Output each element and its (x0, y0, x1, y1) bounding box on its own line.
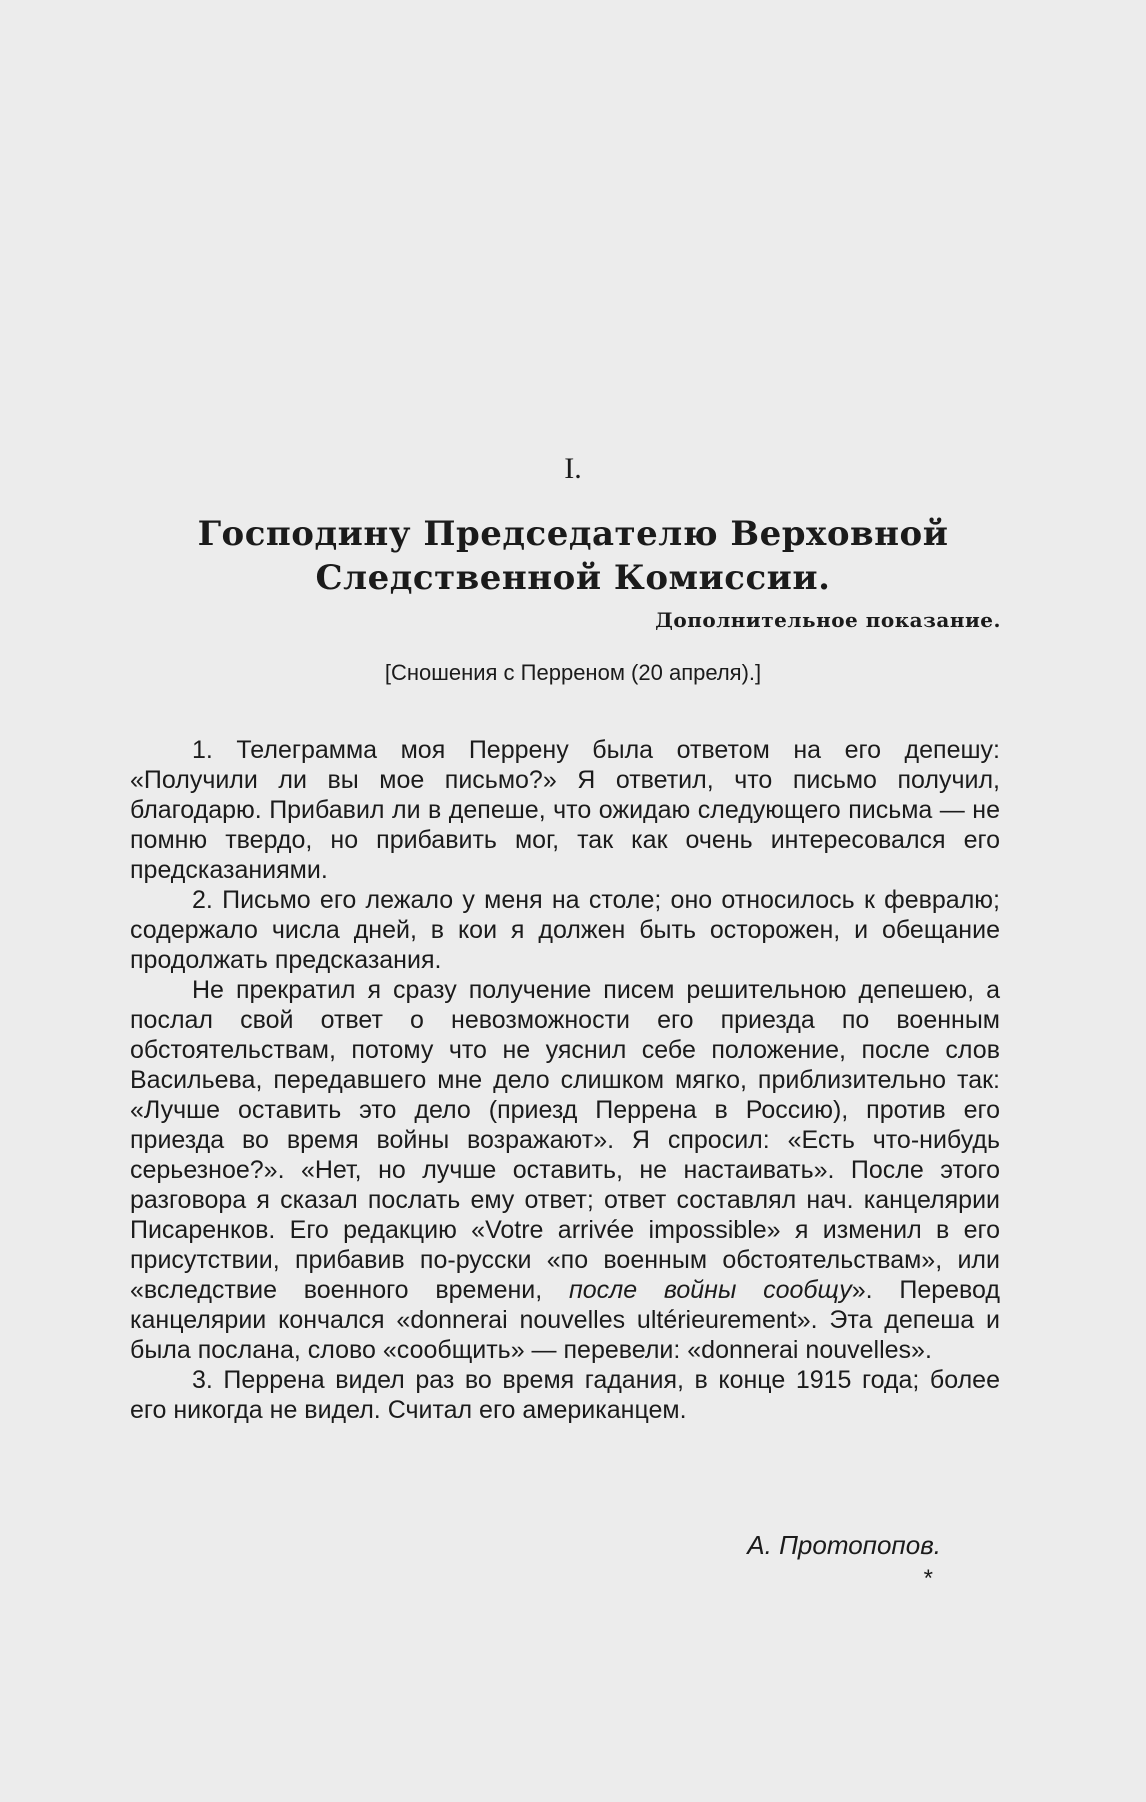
paragraph-3 (130, 975, 1000, 1365)
paragraph-3-italic: после войны сообщу (568, 1276, 852, 1304)
paragraph-2: 2. Письмо его лежало у меня на столе; оно относилось к февралю; содержало числа дней, в кои я должен быть осторожен, и обещание продолжать предсказания. (130, 886, 1000, 974)
document-title (160, 512, 986, 600)
footnote-mark: * (923, 1565, 933, 1592)
signature: А. Протопопов. (747, 1530, 941, 1560)
paragraph-3-text-a: Не прекратил я сразу получение писем решительною депешею, а послал свой ответ о невозможности его приезда по военным обстоятельствам, потому что не уяснил себе положение, после слов Васильева, передавшего мне дело слишком мягко, приблизительно так: «Лучше оставить это дело (приезд Перрена в Россию), против его приезда во время войны возражают». Я спросил: «Есть что-нибудь серьезное?». «Нет, но лучше оставить, не настаивать». После этого разговора я сказал послать ему ответ; ответ составлял нач. канцелярии Писаренков. Его редакцию «Votre arrivée impossible» я изменил в его присутствии, прибавив по-русски «по военным обстоятельствам», или «вследствие военного времени, (130, 976, 1000, 1304)
title-line-1: Господину Председателю Верховной (197, 514, 949, 554)
paragraph-1: 1. Телеграмма моя Перрену была ответом на его депешу: «Получили ли вы мое письмо?» Я ответил, что письмо получил, благодарю. Прибавил ли в депеше, что ожидаю следующего письма — не помню твердо, но прибавить мог, так как очень интересовался его предсказаниями. (130, 736, 1000, 884)
document-body (130, 735, 1000, 1425)
paragraph-4: 3. Перрена видел раз во время гадания, в конце 1915 года; более его никогда не видел. Считал его американцем. (130, 1366, 1000, 1424)
document-subtitle: Дополнительное показание. (655, 608, 1001, 632)
title-line-2: Следственной Комиссии. (315, 558, 831, 598)
bracket-note: [Сношения с Перреном (20 апреля).] (384, 660, 762, 685)
section-number: I. (564, 452, 582, 485)
paragraph-3-text-b: ». Перевод канцелярии кончался «donnerai nouvelles ultérieurement». Эта депеша и была послана, слово «сообщить» — перевели: «donnerai nouvelles». (130, 1276, 1000, 1364)
